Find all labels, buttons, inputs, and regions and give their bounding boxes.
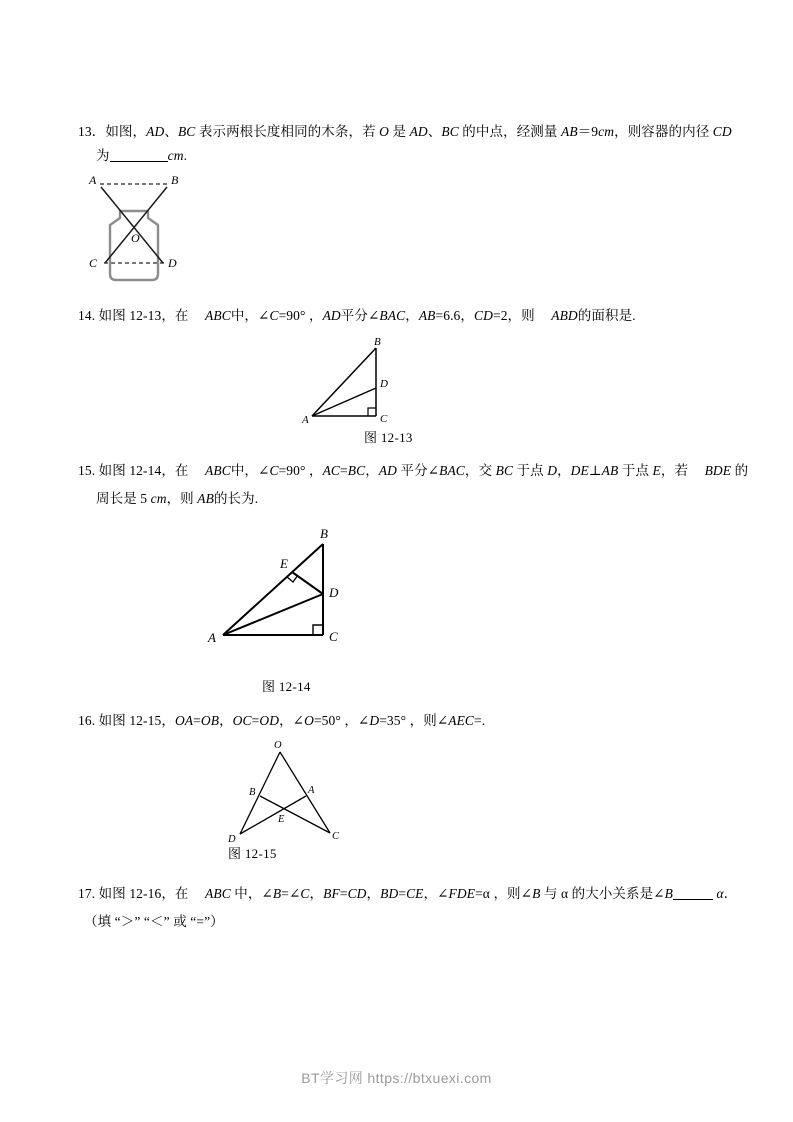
segment-ab [223,544,323,635]
figure-12-15-svg [222,738,357,843]
q13-ad-1: AD [146,124,165,139]
figure-12-13-svg [300,336,430,428]
label-D: D [329,585,339,600]
q15-ab-2: AB [197,491,214,506]
q17-bd: BD [380,886,399,901]
q16-ob: OB [200,713,220,728]
q15-f: ， [305,463,323,478]
q15-p: 于点 [513,463,548,478]
q13-ad-2: AD [409,124,428,139]
q15-l2-e: 的长为. [213,491,259,506]
q16-oc: OC [232,713,252,728]
q16-n: =35° [379,713,407,728]
q15-number: 15. [78,463,96,478]
segment-de [292,572,323,594]
q17-w: ． [723,886,738,901]
q15-bc: BC [347,463,366,478]
question-17-line-2: （填 “＞” “＜” 或 “=”） [84,914,224,929]
label-C: C [329,629,338,644]
q15-e-point: E [652,463,661,478]
segment-ad [312,388,376,416]
jar-outline [110,211,158,280]
q15-angle-c: C [269,463,279,478]
figure-12-14-caption: 图 12-14 [262,679,311,694]
q17-e: =∠ [281,886,301,901]
q14-seg-l: =6.6， [435,308,475,323]
q13-cd: CD [712,124,732,139]
q13-bc-1: BC [177,124,196,139]
segment-ad [223,594,323,635]
q14-seg-j: ， [405,308,419,323]
q15-j: ， [365,463,379,478]
q17-ce: CE [406,886,424,901]
figure-12-13 [300,336,430,428]
segment-bc [260,796,330,833]
q17-t: 与 α 的大小关系是∠ [540,886,665,901]
q13-unit-cm-2: cm [167,148,184,163]
q15-v: 于点 [618,463,653,478]
q15-abc: ABC [205,463,231,478]
q14-seg-n: =2，则 [492,308,539,323]
q13-number: 13． [78,124,106,139]
label-B: B [171,173,179,187]
q13-period: . [183,148,188,163]
q15-ad: AD [378,463,397,478]
q17-q: =α [475,886,490,901]
label-A: A [208,630,216,645]
q13-text-k: 的中点，经测量 [458,124,561,139]
q17-angle-b: B [272,886,282,901]
question-15-line-1 [78,461,748,481]
q17-m: = [398,886,407,901]
q13-text-g: 是 [389,124,410,139]
q16-l: ，∠ [340,713,370,728]
q13-text-a: 如图， [105,124,147,139]
q17-k: ， [366,886,381,901]
figure-container-jar [76,170,216,292]
q17-g: ， [309,886,324,901]
q16-oa: OA [174,713,194,728]
q15-n: ，交 [464,463,496,478]
q15-h: = [340,463,348,478]
q17-i: = [339,886,348,901]
q14-seg-p: 的面积是. [577,308,636,323]
q15-x: ，若 [660,463,692,478]
q16-k: =50° [313,713,341,728]
q17-r: ，则∠ [489,886,533,901]
q15-z: 的 [731,463,749,478]
q13-bc-2: BC [441,124,459,139]
q17-angle-c: C [300,886,310,901]
q13-text-c: 、 [164,124,178,139]
q16-e: ， [219,713,233,728]
q13-answer-blank[interactable] [110,148,168,162]
label-B: B [374,336,381,348]
q14-cd: CD [474,308,493,323]
q15-l2-c: ，则 [166,491,198,506]
label-A: A [89,173,97,187]
figure-12-15 [222,738,357,843]
label-A: A [308,785,315,796]
q15-ab: AB [601,463,619,478]
q17-o: ，∠ [423,886,449,901]
figure-12-13-caption: 图 12-13 [364,430,413,445]
q16-angle-o: O [304,713,314,728]
q15-t: ⊥ [588,463,602,478]
q14-bac: BAC [379,308,406,323]
segment-od [240,752,280,834]
q15-e: =90° [278,463,306,478]
q17-cd: CD [347,886,367,901]
q15-unit-cm: cm [150,491,167,506]
q16-number: 16. [78,713,96,728]
q14-ad: AD [322,308,341,323]
figure-12-14 [205,522,405,667]
q17-angle-b-2: B [532,886,541,901]
q17-bf: BF [323,886,340,901]
q14-seg-h: 平分∠ [340,308,380,323]
right-angle-mark-c [313,625,323,635]
question-13-line-2 [96,146,187,166]
label-B: B [249,787,256,798]
right-angle-mark-c [368,408,376,416]
q14-abd: ABD [551,308,578,323]
q13-text-m: ＝9 [577,124,599,139]
label-E: E [280,556,288,571]
q15-de: DE [570,463,589,478]
q13-text-i: 、 [427,124,442,139]
q16-a: 如图 12-15， [95,713,175,728]
q17-alpha: α [713,886,724,901]
q15-l2-a: 周长是 5 [96,491,151,506]
q16-angle-d: D [369,713,380,728]
q14-seg-a: 如图 12-13，在 [95,308,193,323]
q16-o: ，则∠ [406,713,449,728]
q15-bc-2: BC [495,463,514,478]
q15-ac: AC [322,463,341,478]
q13-ab: AB [560,124,578,139]
question-16-line [78,711,485,731]
q13-unit-cm: cm [598,124,615,139]
q15-c: 中，∠ [230,463,270,478]
label-O: O [131,231,140,245]
label-E: E [278,814,285,825]
q15-bac: BAC [439,463,465,478]
q16-i: ，∠ [279,713,305,728]
q17-number: 17. [78,886,96,901]
label-C: C [89,256,98,270]
q17-fde: FDE [448,886,476,901]
q17-c: 中，∠ [230,886,273,901]
q17-angle-b-3: B [664,886,673,901]
q16-c: = [193,713,201,728]
footer-watermark: BT学习网 https://btxuexi.com [301,1070,492,1086]
label-A: A [302,414,309,426]
q15-bde: BDE [704,463,732,478]
q13-o: O [379,124,389,139]
q16-od: OD [259,713,280,728]
q16-q: =. [474,713,486,728]
question-15-line-2 [96,489,258,509]
q17-answer-blank[interactable] [673,886,713,900]
q16-g: = [251,713,260,728]
q15-d: D [547,463,558,478]
q13-text-e: 表示两根长度相同的木条，若 [195,124,380,139]
question-13-line-1 [78,122,732,142]
question-17-line-1 [78,884,737,904]
q16-aec: AEC [448,713,475,728]
q14-seg-c: 中，∠ [230,308,270,323]
q15-r: ， [557,463,571,478]
segment-oc [280,752,330,833]
q14-ab: AB [418,308,436,323]
q17-a: 如图 12-16，在 [95,886,193,901]
q13-text-o: ，则容器的内径 [614,124,713,139]
q14-angle-c: C [269,308,279,323]
question-14-line [78,306,636,326]
q15-l: 平分∠ [397,463,440,478]
q14-number: 14. [78,308,96,323]
figure-container-jar-svg [76,170,216,292]
figure-12-14-svg [205,522,405,667]
label-D: D [228,834,236,843]
label-D: D [168,256,177,270]
label-C: C [380,413,388,425]
q14-abc: ABC [205,308,231,323]
label-O: O [274,740,282,751]
segment-ab [312,348,376,416]
q14-seg-e: =90° [278,308,306,323]
q14-seg-f: ， [305,308,323,323]
q17-abc: ABC [205,886,231,901]
label-B: B [320,526,328,541]
label-D: D [380,378,388,390]
label-C: C [332,831,340,842]
q13-text-wei: 为 [96,148,110,163]
q15-a: 如图 12-14，在 [95,463,193,478]
figure-12-15-caption: 图 12-15 [228,846,277,861]
